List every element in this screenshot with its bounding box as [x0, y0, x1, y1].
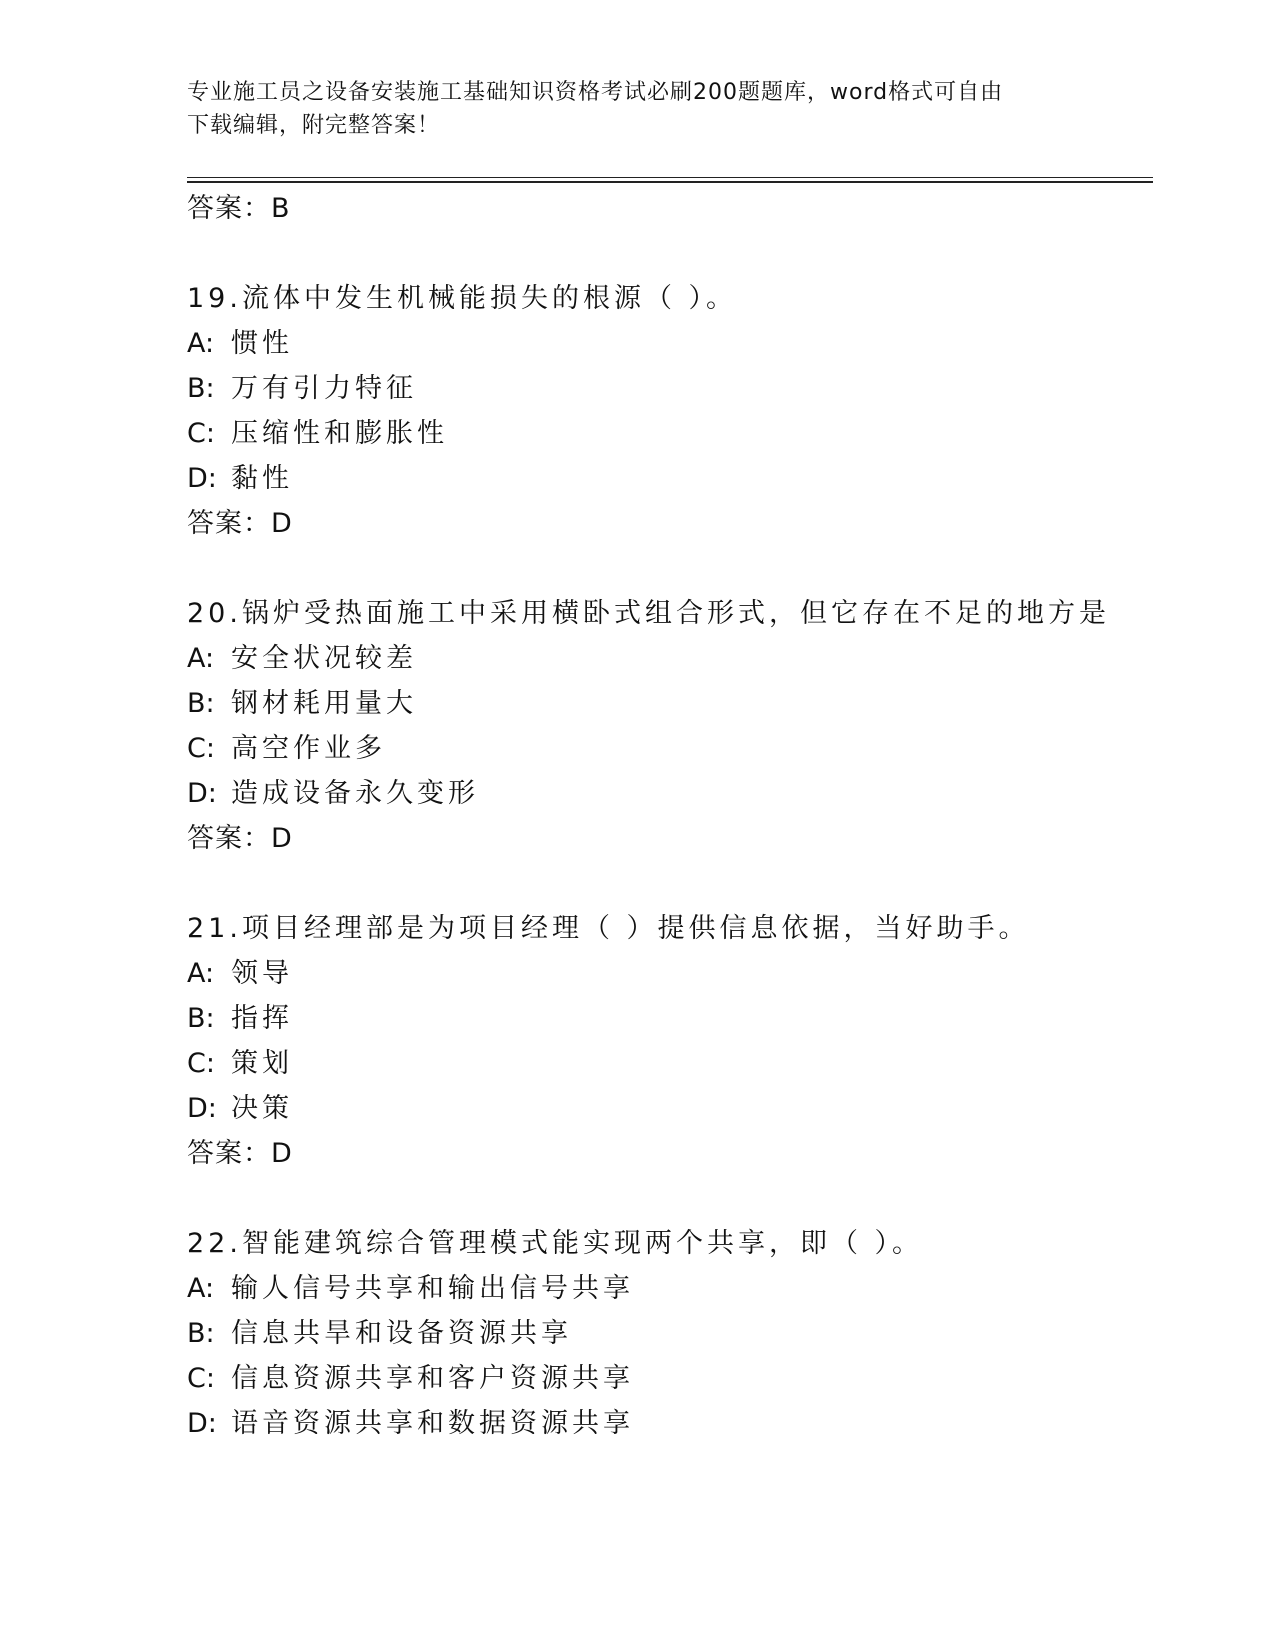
option-d [187, 456, 1153, 501]
option-text: 高空作业多 [231, 733, 386, 764]
option-text: 输人信号共享和输出信号共享 [231, 1273, 634, 1304]
option-c [187, 411, 1153, 456]
option-letter: C: [187, 418, 215, 449]
option-letter: A: [187, 328, 215, 359]
option-text: 造成设备永久变形 [231, 778, 479, 809]
option-text: 领导 [231, 958, 293, 989]
answer-21: 答案：D [187, 1138, 293, 1169]
option-text: 万有引力特征 [231, 373, 417, 404]
spacer [187, 232, 1153, 276]
question-stem: 22.智能建筑综合管理模式能实现两个共享，即（ ）。 [187, 1228, 924, 1259]
option-text: 策划 [231, 1048, 293, 1079]
option-a [187, 951, 1153, 996]
header-line-1: 专业施工员之设备安装施工基础知识资格考试必刷200题题库，word格式可自由 [187, 80, 1004, 105]
option-letter: D: [187, 1093, 217, 1124]
option-text: 惯性 [231, 328, 293, 359]
option-a [187, 1266, 1153, 1311]
option-c [187, 726, 1153, 771]
option-text: 信息共旱和设备资源共享 [231, 1318, 572, 1349]
option-c [187, 1356, 1153, 1401]
option-letter: B: [187, 688, 215, 719]
option-b [187, 996, 1153, 1041]
option-letter: C: [187, 1363, 215, 1394]
option-b [187, 681, 1153, 726]
question-stem: 20.锅炉受热面施工中采用横卧式组合形式，但它存在不足的地方是 [187, 598, 1110, 629]
option-letter: A: [187, 1273, 215, 1304]
header-divider-thick [187, 181, 1153, 183]
option-b [187, 366, 1153, 411]
option-letter: D: [187, 778, 217, 809]
question-22 [187, 1221, 1153, 1446]
option-text: 钢材耗用量大 [231, 688, 417, 719]
answer-19: 答案：D [187, 508, 293, 539]
header-line-2: 下载编辑，附完整答案！ [187, 113, 441, 138]
spacer [187, 547, 1153, 591]
answer-previous: 答案：B [187, 193, 291, 224]
option-letter: A: [187, 643, 215, 674]
document-header [187, 76, 1067, 142]
option-d [187, 1401, 1153, 1446]
question-21 [187, 906, 1153, 1177]
option-d [187, 771, 1153, 816]
option-letter: D: [187, 1408, 217, 1439]
option-a [187, 636, 1153, 681]
spacer [187, 1177, 1153, 1221]
option-text: 黏性 [231, 463, 293, 494]
option-c [187, 1041, 1153, 1086]
option-letter: C: [187, 1048, 215, 1079]
option-d [187, 1086, 1153, 1131]
option-text: 压缩性和膨胀性 [231, 418, 448, 449]
option-letter: B: [187, 373, 215, 404]
option-text: 决策 [231, 1093, 293, 1124]
option-b [187, 1311, 1153, 1356]
question-list [187, 186, 1153, 1446]
option-letter: D: [187, 463, 217, 494]
option-text: 信息资源共享和客户资源共享 [231, 1363, 634, 1394]
option-letter: A: [187, 958, 215, 989]
option-text: 语音资源共享和数据资源共享 [231, 1408, 634, 1439]
question-stem: 21.项目经理部是为项目经理（ ）提供信息依据，当好助手。 [187, 913, 1030, 944]
option-letter: B: [187, 1003, 215, 1034]
option-letter: C: [187, 733, 215, 764]
question-stem: 19.流体中发生机械能损失的根源（ ）。 [187, 283, 738, 314]
option-text: 安全状况较差 [231, 643, 417, 674]
question-20 [187, 591, 1153, 862]
option-text: 指挥 [231, 1003, 293, 1034]
header-divider-thin [187, 177, 1153, 178]
question-19 [187, 276, 1153, 547]
spacer [187, 862, 1153, 906]
option-a [187, 321, 1153, 366]
option-letter: B: [187, 1318, 215, 1349]
answer-20: 答案：D [187, 823, 293, 854]
